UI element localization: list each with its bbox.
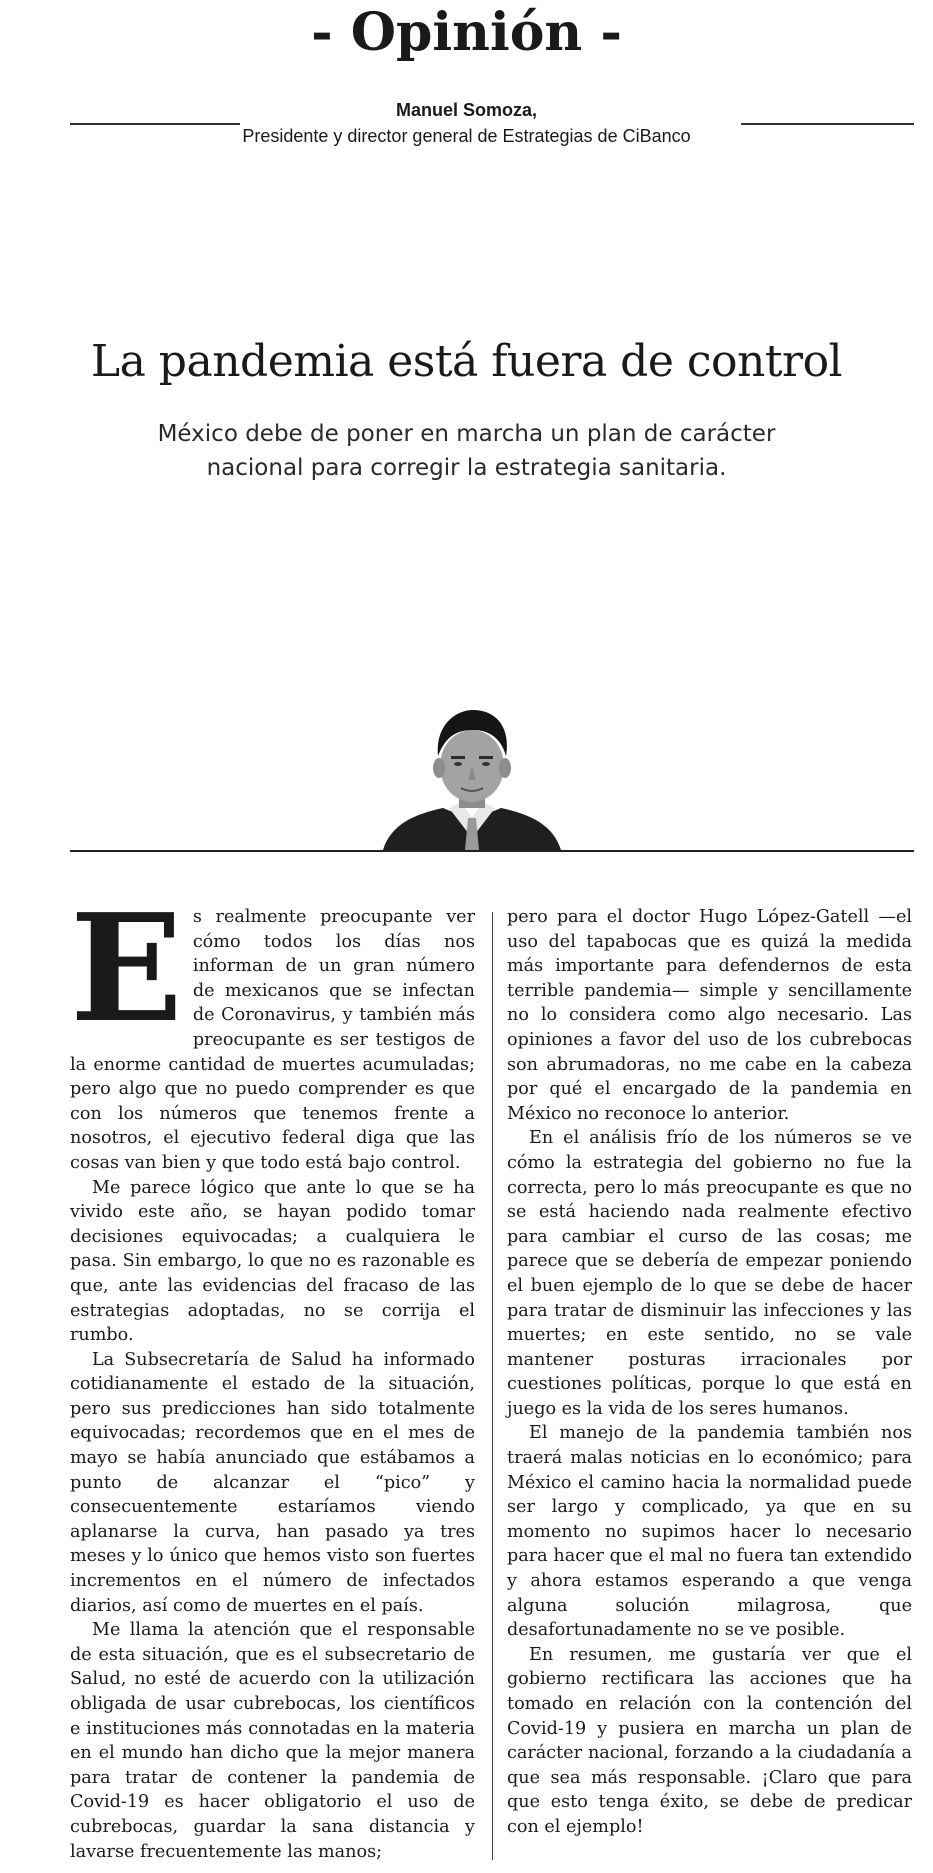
article-paragraph-continuation: pero para el doctor Hugo López-Gatell —el uso del tapabocas que es quizá la medida más importante para defendernos de esta terrible pandemia— simple y sencillamente no lo considera como algo necesario. Las opiniones a favor del uso de los cubrebocas son abrumadoras, no me cabe en la cabeza por qué el encargado de la pandemia en México no reconoce lo anterior.: [507, 907, 912, 1124]
article-paragraph: En el análisis frío de los números se ve cómo la estrategia del gobierno no fue la correcta, pero lo más preocupante es que no se está haciendo nada realmente efectivo para cambiar el curso de las cosas; me parece que se debería de empezar poniendo el buen ejemplo de lo que se debe de hacer para tratar de disminuir las infecciones y las muertes; en este sentido, no se vale mantener posturas irracionales por cuestiones políticas, porque lo que está en juego es la vida de los seres humanos.: [507, 1128, 912, 1419]
section-divider: [70, 850, 914, 852]
article-paragraph: En resumen, me gustaría ver que el gobierno rectificara las acciones que ha tomado en relación con la contención del Covid-19 y pusiera en marcha un plan de carácter nacional, forzando a la ciudadanía a que sea más responsable. ¡Claro que para que esto tenga éxito, se debe de predicar con el ejemplo!: [507, 1644, 912, 1837]
section-title: - Opinión -: [311, 2, 622, 63]
author-rule-right: [741, 123, 914, 125]
article-paragraph-1: [70, 881, 475, 1176]
author-name: Manuel Somoza,: [395, 100, 538, 120]
article-paragraph: El manejo de la pandemia también nos traerá malas noticias en lo económico; para México el camino hacia la normalidad puede ser largo y complicado, ya que en su momento no supimos hacer lo necesario para hacer que el mal no fuera tan extendido y ahora estamos esperando a que venga alguna solución milagrosa, que desafortunadamente no se ve posible.: [507, 1423, 912, 1641]
drop-cap: E: [70, 881, 183, 1055]
column-divider: [492, 912, 493, 1860]
author-portrait-icon: [383, 698, 561, 850]
article-paragraph: La Subsecretaría de Salud ha informado cotidianamente el estado de la situación, pero sus predicciones han sido totalmente equivocadas; recordemos que en el mes de mayo se había anunciado que estábamos a punto de alcanzar el “pico” y consecuentemente estaríamos viendo aplanarse la curva, han pasado ya tres meses y lo único que hemos visto son fuertes incrementos en el número de infectados diarios, así como de muertes en el país.: [70, 1349, 475, 1616]
author-role: Presidente y director general de Estrategias de CiBanco: [242, 126, 691, 146]
article-headline: La pandemia está fuera de control: [90, 336, 843, 387]
article-paragraph: Me parece lógico que ante lo que se ha vivido este año, se hayan podido tomar decisiones equivocadas; a cualquiera le pasa. Sin embargo, lo que no es razonable es que, ante las evidencias del fracaso de las estrategias adoptadas, no se corrija el rumbo.: [70, 1177, 475, 1346]
author-rule-left: [70, 123, 240, 125]
article-column-left: [70, 881, 475, 1864]
first-paragraph-text: s realmente preocupante ver cómo todos los días nos informan de un gran número de mexicanos que se infectan de Coronavirus, y también más preocupante es ser testigos de la enorme cantidad de muertes acumuladas; pero algo que no puedo comprender es que con los números que tenemos frente a nosotros, el ejecutivo federal diga que las cosas van bien y que todo está bajo control.: [70, 907, 475, 1173]
article-subheadline: México debe de poner en marcha un plan de carácter nacional para corregir la estrategia sanitaria.: [157, 421, 776, 481]
article-column-right: [507, 905, 912, 1840]
article-paragraph: Me llama la atención que el responsable de esta situación, que es el subsecretario de Salud, no esté de acuerdo con la utilización obligada de usar cubrebocas, los científicos e instituciones más connotadas en la materia en el mundo han dicho que la mejor manera para tratar de contener la pandemia de Covid-19 es hacer obligatorio el uso de cubrebocas, guardar la sana distancia y lavarse frecuentemente las manos;: [70, 1620, 475, 1862]
